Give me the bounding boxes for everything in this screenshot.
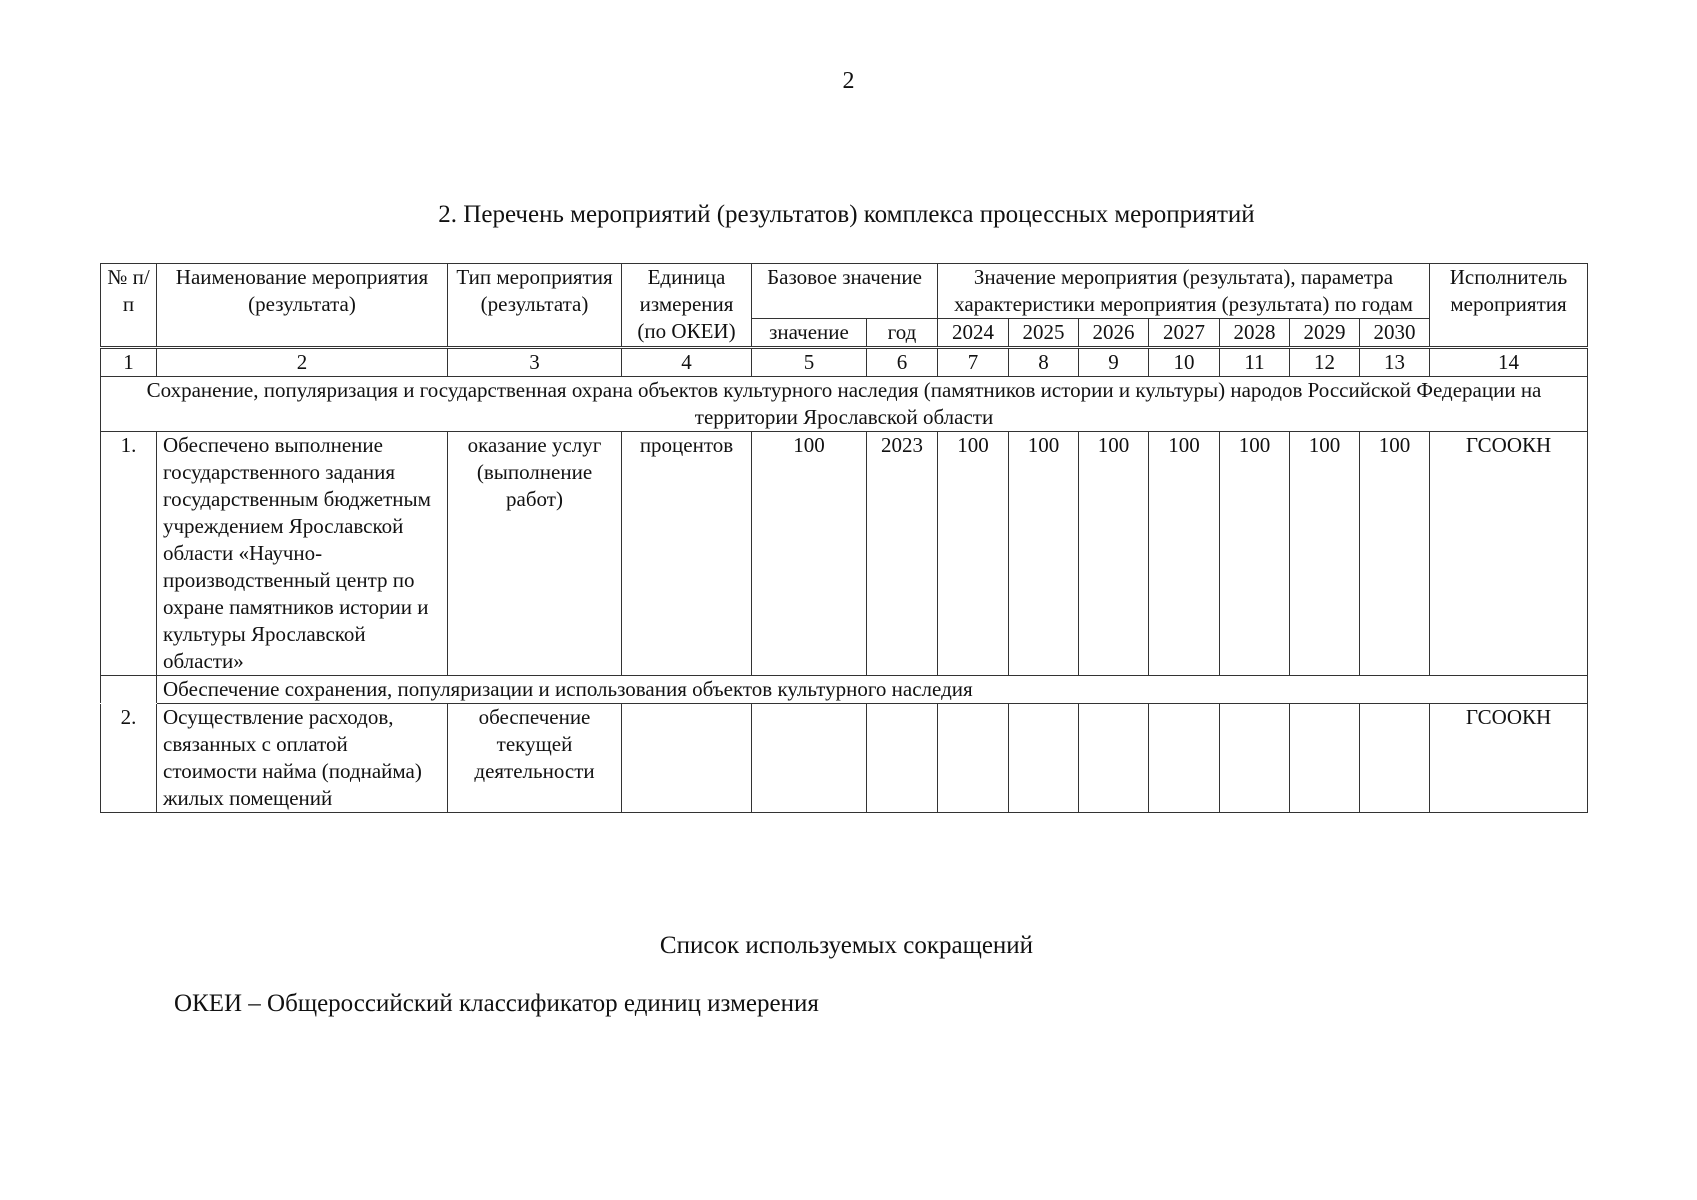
header-base-year: год <box>867 319 938 348</box>
row-year-value <box>1360 704 1430 813</box>
header-executor: Исполнитель мероприятия <box>1430 264 1588 348</box>
header-type: Тип мероприятия (результата) <box>448 264 622 348</box>
header-num: № п/п <box>101 264 157 348</box>
header-year: 2027 <box>1149 319 1220 348</box>
section-heading-1: Сохранение, популяризация и государственная охрана объектов культурного наследия (памятников истории и культуры) народов Российской Федерации на территории Ярославской области <box>101 377 1588 432</box>
row-year-value: 100 <box>1149 432 1220 676</box>
table-row <box>101 432 1588 676</box>
column-number-row <box>101 348 1588 377</box>
header-base-value: значение <box>752 319 867 348</box>
header-unit: Единица измерения (по ОКЕИ) <box>622 264 752 348</box>
row-year-value: 100 <box>938 432 1009 676</box>
row-base-value <box>752 704 867 813</box>
row-year-value: 100 <box>1079 432 1149 676</box>
row-name: Обеспечено выполнение государственного задания государственным бюджетным учреждением Ярославской области «Научно-производственный центр по охране памятников истории и культуры Ярославской области» <box>157 432 448 676</box>
row-unit <box>622 704 752 813</box>
row-num: 2. <box>101 704 157 813</box>
table-row <box>101 704 1588 813</box>
row-year-value: 100 <box>1220 432 1290 676</box>
section-spacer <box>101 676 157 704</box>
column-number: 13 <box>1360 348 1430 377</box>
row-executor: ГСООКН <box>1430 432 1588 676</box>
header-year: 2024 <box>938 319 1009 348</box>
column-number: 8 <box>1009 348 1079 377</box>
row-year-value <box>1149 704 1220 813</box>
header-year: 2029 <box>1290 319 1360 348</box>
page-number: 2 <box>842 68 855 94</box>
header-name: Наименование мероприятия (результата) <box>157 264 448 348</box>
header-values: Значение мероприятия (результата), параметра характеристики мероприятия (результата) по годам <box>938 264 1430 319</box>
row-base-year <box>867 704 938 813</box>
row-unit: процентов <box>622 432 752 676</box>
column-number: 10 <box>1149 348 1220 377</box>
header-year: 2030 <box>1360 319 1430 348</box>
column-number: 5 <box>752 348 867 377</box>
header-year: 2025 <box>1009 319 1079 348</box>
abbreviations-title: Список используемых сокращений <box>659 932 1034 959</box>
row-base-value: 100 <box>752 432 867 676</box>
section-title: 2. Перечень мероприятий (результатов) комплекса процессных мероприятий <box>438 201 1255 228</box>
row-year-value <box>1009 704 1079 813</box>
row-year-value <box>1290 704 1360 813</box>
row-type: обеспечение текущей деятельности <box>448 704 622 813</box>
column-number: 4 <box>622 348 752 377</box>
column-number: 2 <box>157 348 448 377</box>
section-heading-2: Обеспечение сохранения, популяризации и использования объектов культурного наследия <box>157 676 1588 704</box>
row-year-value <box>1220 704 1290 813</box>
row-name: Осуществление расходов, связанных с оплатой стоимости найма (поднайма) жилых помещений <box>157 704 448 813</box>
column-number: 12 <box>1290 348 1360 377</box>
column-number: 1 <box>101 348 157 377</box>
row-year-value: 100 <box>1290 432 1360 676</box>
section-row <box>101 377 1588 432</box>
row-type: оказание услуг (выполнение работ) <box>448 432 622 676</box>
row-year-value: 100 <box>1009 432 1079 676</box>
abbreviation-item: ОКЕИ – Общероссийский классификатор единиц измерения <box>174 990 819 1017</box>
column-number: 7 <box>938 348 1009 377</box>
row-year-value <box>938 704 1009 813</box>
measures-table <box>100 263 1588 813</box>
header-base: Базовое значение <box>752 264 938 319</box>
header-year: 2028 <box>1220 319 1290 348</box>
row-year-value: 100 <box>1360 432 1430 676</box>
row-executor: ГСООКН <box>1430 704 1588 813</box>
column-number: 3 <box>448 348 622 377</box>
column-number: 6 <box>867 348 938 377</box>
row-base-year: 2023 <box>867 432 938 676</box>
section-row <box>101 676 1588 704</box>
column-number: 14 <box>1430 348 1588 377</box>
row-num: 1. <box>101 432 157 676</box>
row-year-value <box>1079 704 1149 813</box>
column-number: 11 <box>1220 348 1290 377</box>
header-year: 2026 <box>1079 319 1149 348</box>
column-number: 9 <box>1079 348 1149 377</box>
